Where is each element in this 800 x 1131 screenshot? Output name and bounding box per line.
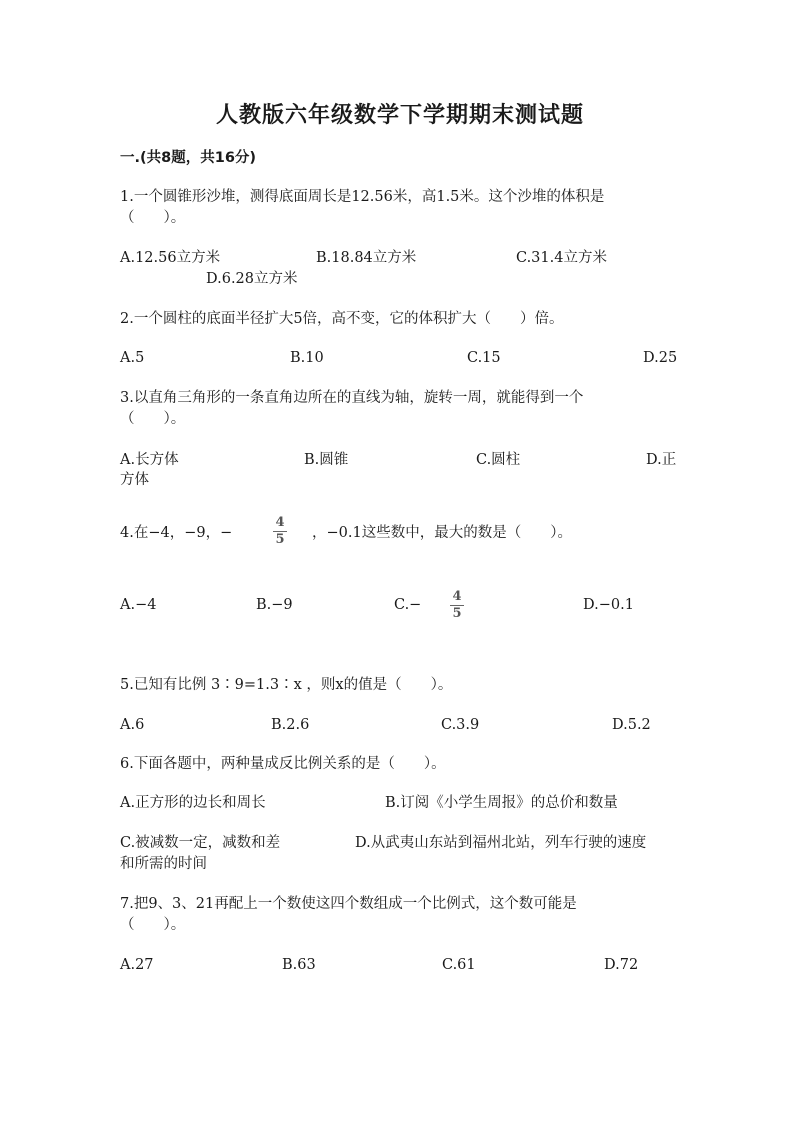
question-stem: 1.一个圆锥形沙堆，测得底面周长是12.56米，高1.5米。这个沙堆的体积是 — [120, 189, 605, 205]
page-title: 人教版六年级数学下学期期末测试题 — [215, 103, 584, 128]
question-stem-cont: ，−0.1这些数中，最大的数是（ ）。 — [312, 525, 572, 541]
question-stem-cont: （ ）。 — [120, 411, 186, 427]
option-c[interactable]: C.− — [394, 597, 422, 613]
option-b[interactable]: B.10 — [290, 350, 324, 366]
option-b[interactable]: B.63 — [282, 957, 316, 973]
question-stem: 2.一个圆柱的底面半径扩大5倍，高不变，它的体积扩大（ ）倍。 — [120, 311, 564, 327]
question-stem: 4.在−4，−9，− — [120, 525, 233, 541]
fraction-denominator: 5 — [275, 532, 285, 547]
option-b[interactable]: B.订阅《小学生周报》的总价和数量 — [385, 795, 618, 811]
option-d[interactable]: D.5.2 — [612, 717, 651, 733]
question-stem: 5.已知有比例 3∶9=1.3∶x ，则x的值是（ ）。 — [120, 677, 453, 693]
question-stem-cont: （ ）。 — [120, 917, 186, 933]
fraction — [448, 590, 466, 621]
question-stem: 6.下面各题中，两种量成反比例关系的是（ ）。 — [120, 756, 446, 772]
option-b[interactable]: B.圆锥 — [304, 452, 349, 468]
option-a[interactable]: A.6 — [120, 717, 145, 733]
option-a[interactable]: A.长方体 — [120, 452, 179, 468]
option-c[interactable]: C.3.9 — [441, 717, 480, 733]
option-c[interactable]: C.31.4立方米 — [516, 250, 607, 266]
option-d-cont: 方体 — [120, 472, 149, 488]
option-d-cont: 和所需的时间 — [120, 856, 207, 872]
option-d[interactable]: D.72 — [604, 957, 639, 973]
question-stem-cont: （ ）。 — [120, 210, 186, 226]
option-b[interactable]: B.−9 — [256, 597, 293, 613]
option-d[interactable]: D.−0.1 — [583, 597, 634, 613]
option-a[interactable]: A.27 — [120, 957, 154, 973]
option-c[interactable]: C.被减数一定，减数和差 — [120, 835, 281, 851]
option-a[interactable]: A.正方形的边长和周长 — [120, 795, 266, 811]
option-b[interactable]: B.2.6 — [271, 717, 310, 733]
option-d[interactable]: D.25 — [643, 350, 678, 366]
option-c[interactable]: C.15 — [467, 350, 501, 366]
option-b[interactable]: B.18.84立方米 — [316, 250, 417, 266]
option-a[interactable]: A.5 — [120, 350, 145, 366]
option-a[interactable]: A.−4 — [120, 597, 157, 613]
fraction-numerator: 4 — [452, 589, 462, 604]
option-a[interactable]: A.12.56立方米 — [120, 250, 221, 266]
option-c[interactable]: C.61 — [442, 957, 476, 973]
fraction-denominator: 5 — [452, 606, 462, 621]
option-d[interactable]: D.正 — [646, 452, 677, 468]
question-stem: 7.把9、3、21再配上一个数使这四个数组成一个比例式，这个数可能是 — [120, 896, 577, 912]
option-d[interactable]: D.6.28立方米 — [206, 271, 298, 287]
question-stem: 3.以直角三角形的一条直角边所在的直线为轴，旋转一周，就能得到一个 — [120, 390, 584, 406]
option-d[interactable]: D.从武夷山东站到福州北站，列车行驶的速度 — [355, 835, 647, 851]
section-heading: 一.(共8题，共16分) — [120, 150, 257, 166]
fraction — [271, 516, 289, 547]
option-c[interactable]: C.圆柱 — [476, 452, 521, 468]
fraction-numerator: 4 — [275, 515, 285, 530]
